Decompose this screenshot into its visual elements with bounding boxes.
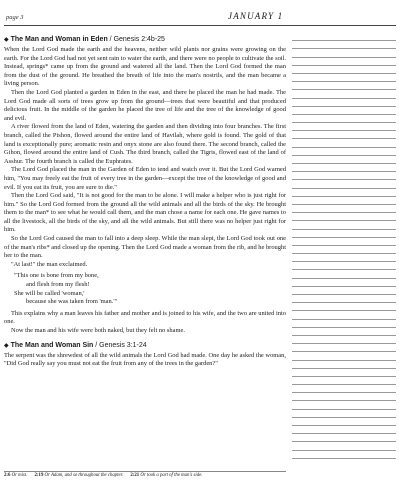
note-line <box>292 238 396 246</box>
note-line <box>292 336 396 344</box>
section-heading-sin: ◆ The Man and Woman Sin / Genesis 3:1-24 <box>4 341 147 349</box>
note-line <box>292 230 396 238</box>
note-line <box>292 270 396 278</box>
note-line <box>292 352 396 360</box>
footnote: 2:21 Or took a part of the man's side. <box>130 473 203 478</box>
note-line <box>292 221 396 229</box>
note-line <box>292 426 396 434</box>
note-line <box>292 344 396 352</box>
note-line <box>292 172 396 180</box>
note-line <box>292 197 396 205</box>
poem <box>14 272 286 306</box>
note-line <box>292 139 396 147</box>
note-line <box>292 451 396 459</box>
note-line <box>292 180 396 188</box>
note-line <box>292 393 396 401</box>
note-line <box>292 295 396 303</box>
note-line <box>292 82 396 90</box>
header-rule <box>4 25 396 26</box>
note-line <box>292 189 396 197</box>
note-line <box>292 205 396 213</box>
paragraph: Then the Lord God said, "It is not good for the man to be alone. I will make a helper who is just right for him." So the Lord God formed from the ground all the wild animals and all the birds of the sky. He brought them to the man* to see what he would call them, and the man chose a name for each one. He gave names to all the livestock, all the birds of the sky, and all the wild animals. But still there was no helper just right for him. <box>4 192 286 234</box>
note-line <box>292 74 396 82</box>
note-line <box>292 410 396 418</box>
note-line <box>292 254 396 262</box>
note-line <box>292 434 396 442</box>
page-date: JANUARY 1 <box>228 11 284 21</box>
note-line <box>292 66 396 74</box>
paragraph: This explains why a man leaves his father and mother and is joined to his wife, and the two are united into one. <box>4 309 286 326</box>
note-line <box>292 33 396 41</box>
section-heading-eden: ◆ The Man and Woman in Eden / Genesis 2:4b-25 <box>4 36 165 43</box>
note-line <box>292 369 396 377</box>
note-line <box>292 377 396 385</box>
paragraph: Now the man and his wife were both naked, but they felt no shame. <box>11 327 185 334</box>
footnote: 2:19 Or Adam, and so throughout the chapter. <box>34 473 124 478</box>
note-line <box>292 115 396 123</box>
paragraph: A river flowed from the land of Eden, watering the garden and then dividing into four branches. The first branch, called the Pishon, flowed around the entire land of Havilah, where gold is found. The gold of that land is exceptionally pure; aromatic resin and onyx stone are also found there. The second branch, called the Gihon, flowed around the entire land of Cush. The third branch, called the Tigris, flowed east of the land of Asshur. The fourth branch is called the Euphrates. <box>4 123 286 165</box>
diamond-icon: ◆ <box>4 342 9 349</box>
note-line <box>292 328 396 336</box>
scripture-column <box>4 33 286 369</box>
note-line <box>292 49 396 57</box>
note-line <box>292 123 396 131</box>
paragraph: When the Lord God made the earth and the heavens, neither wild plants nor grains were growing on the earth. For the Lord God had not yet sent rain to water the earth, and there were no people to cultivate the soil. Instead, springs* came up from the ground and watered all the land. Then the Lord God formed the man from the dust of the ground. He breathed the breath of life into the man's nostrils, and the man became a living person. <box>4 46 286 88</box>
note-line <box>292 164 396 172</box>
poem-line: "This one is bone from my bone, <box>14 272 99 280</box>
page-number: page 3 <box>6 14 24 21</box>
paragraph: The Lord God placed the man in the Garden of Eden to tend and watch over it. But the Lord God warned him, "You may freely eat the fruit of every tree in the garden—except the tree of the knowledge of good and evil. If you eat its fruit, you are sure to die." <box>4 166 286 191</box>
note-line <box>292 287 396 295</box>
note-line <box>292 262 396 270</box>
note-line <box>292 320 396 328</box>
diamond-icon: ◆ <box>4 37 9 43</box>
note-line <box>292 401 396 409</box>
note-line <box>292 246 396 254</box>
footnote: 2:6 Or mist. <box>4 473 28 478</box>
note-line <box>292 361 396 369</box>
note-line <box>292 279 396 287</box>
note-line <box>292 303 396 311</box>
poem-line: and flesh from my flesh! <box>26 281 90 289</box>
note-line <box>292 213 396 221</box>
paragraph: The serpent was the shrewdest of all the wild animals the Lord God had made. One day he asked the woman, "Did God really say you must not eat the fruit from any of the trees in the garden?" <box>4 351 286 368</box>
paragraph: So the Lord God caused the man to fall into a deep sleep. While the man slept, the Lord God took out one of the man's ribs* and closed up the opening. Then the Lord God made a woman from the rib, and he brought her to the man. <box>4 235 286 260</box>
note-line <box>292 107 396 115</box>
note-line <box>292 156 396 164</box>
note-line <box>292 99 396 107</box>
poem-line: She will be called 'woman,' <box>14 289 85 297</box>
note-line <box>292 418 396 426</box>
note-lines <box>292 33 396 459</box>
note-line <box>292 41 396 49</box>
note-line <box>292 311 396 319</box>
paragraph: "At last!" the man exclaimed. <box>11 260 88 268</box>
note-line <box>292 90 396 98</box>
note-line <box>292 442 396 450</box>
footnotes <box>4 471 286 479</box>
note-line <box>292 148 396 156</box>
note-line <box>292 385 396 393</box>
note-line <box>292 131 396 139</box>
poem-line: because she was taken from 'man.'" <box>26 298 118 306</box>
note-line <box>292 58 396 66</box>
paragraph: Then the Lord God planted a garden in Eden in the east, and there he placed the man he had made. The Lord God made all sorts of trees grow up from the ground—trees that were beautiful and that produced delicious fruit. In the middle of the garden he placed the tree of life and the tree of the knowledge of good and evil. <box>4 88 286 122</box>
